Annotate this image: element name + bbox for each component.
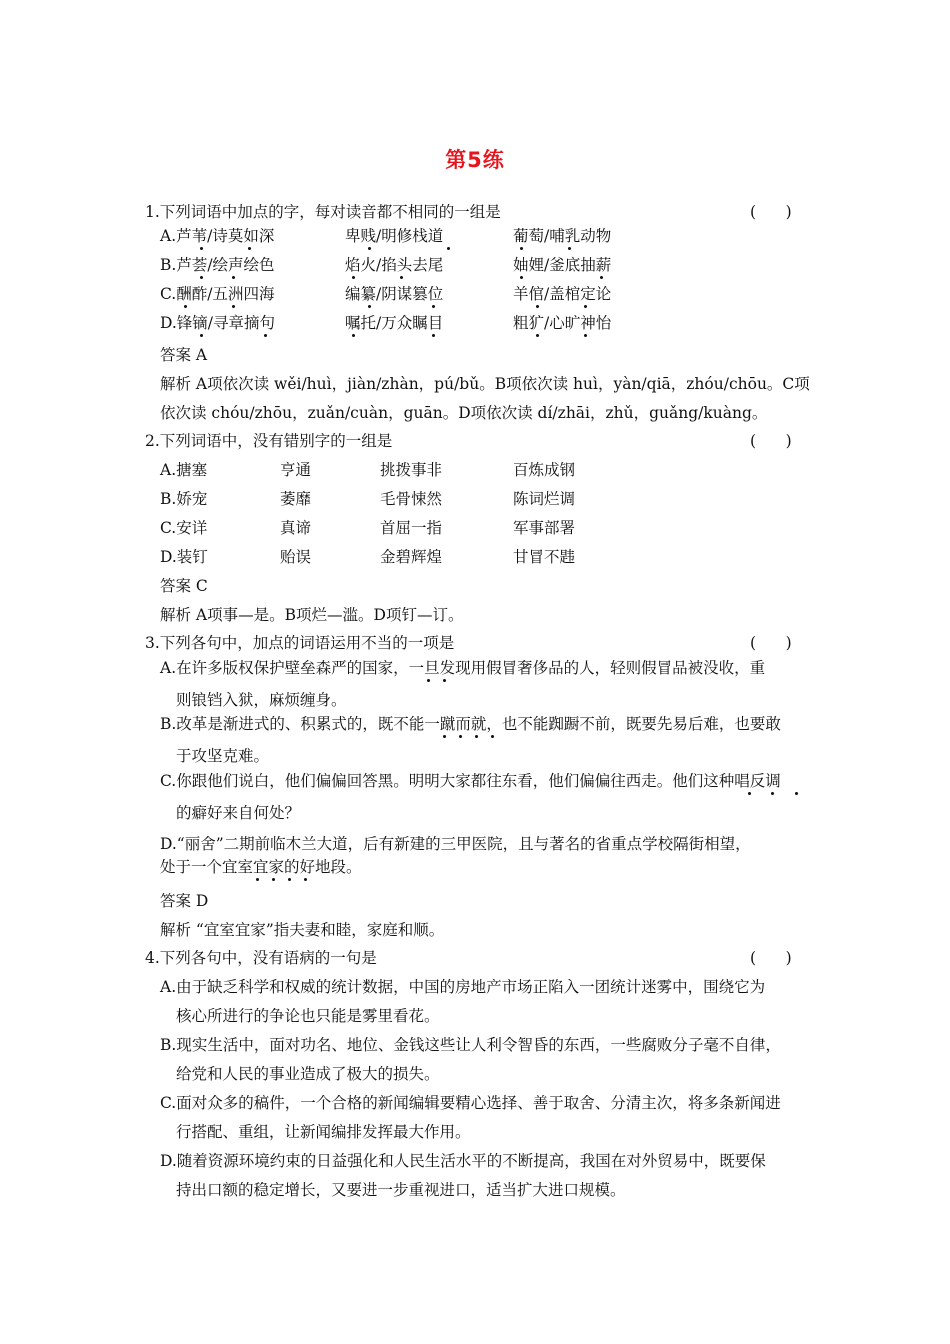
emphasis-dot: [584, 305, 587, 308]
emphasis-dot: [536, 334, 539, 337]
question-4-answer-bracket: ( ): [750, 949, 792, 967]
q2-option-b-word3: 毛骨悚然: [380, 490, 443, 508]
question-2-stem: 2.下列词语中，没有错别字的一组是: [145, 432, 393, 450]
emphasis-dot: [568, 247, 571, 250]
emphasis-dot: [200, 247, 203, 250]
emphasis-dot: [272, 878, 275, 881]
emphasis-dot: [368, 247, 371, 250]
emphasis-dot: [443, 735, 446, 738]
q2-option-b-word4: 陈词烂调: [513, 490, 576, 508]
question-1-answer: 答案 A: [160, 346, 208, 364]
emphasis-dot: [459, 735, 462, 738]
emphasis-dot: [200, 334, 203, 337]
q2-option-c-word2: 真谛: [280, 519, 312, 537]
q2-option-a-word3: 挑拨事非: [380, 461, 443, 479]
emphasis-dot: [795, 792, 798, 795]
q1-option-b-col1: B.芦荟/绘声绘色: [160, 256, 275, 274]
emphasis-dot: [232, 305, 235, 308]
q2-option-a-word1: A.搪塞: [160, 461, 208, 479]
emphasis-dot: [288, 878, 291, 881]
emphasis-dot: [264, 334, 267, 337]
q4-option-c-line-1: C.面对众多的稿件，一个合格的新闻编辑要精心选择、善于取舍、分清主次，将多条新闻进: [160, 1094, 781, 1112]
question-3-stem: 3.下列各句中，加点的词语运用不当的一项是: [145, 634, 455, 652]
q2-option-a-word2: 亨通: [280, 461, 312, 479]
question-3-answer: 答案 D: [160, 892, 209, 910]
q3-option-d-line-2: 处于一个宜室宜家的好地段。: [160, 858, 362, 876]
q1-option-c-col2: 编纂/阴谋篡位: [345, 285, 444, 303]
q1-option-d-col2: 嘱托/万众瞩目: [345, 314, 444, 332]
q1-option-a-col2: 卑贱/明修栈道: [345, 227, 444, 245]
q1-option-a-col3: 葡萄/哺乳动物: [513, 227, 612, 245]
q2-option-b-word2: 萎靡: [280, 490, 312, 508]
question-3-answer-bracket: ( ): [750, 634, 792, 652]
emphasis-dot: [536, 305, 539, 308]
q4-option-d-line-2: 持出口额的稳定增长，又要进一步重视进口，适当扩大进口规模。: [176, 1181, 626, 1199]
q3-option-b-line-1: B.改革是渐进式的、积累式的，既不能一蹴而就，也不能踟蹰不前，既要先易后难，也要敢: [160, 715, 781, 733]
q1-option-b-col2: 焰火/掐头去尾: [345, 256, 444, 274]
emphasis-dot: [520, 247, 523, 250]
question-1-stem: 1.下列词语中加点的字，每对读音都不相同的一组是: [145, 203, 501, 221]
question-2-analysis: 解析 A项事—是。B项烂—滥。D项钉—订。: [160, 606, 464, 624]
q4-option-d-line-1: D.随着资源环境约束的日益强化和人民生活水平的不断提高，我国在对外贸易中，既要保: [160, 1152, 766, 1170]
question-2-answer: 答案 C: [160, 577, 208, 595]
question-3-analysis: 解析 “宜室宜家”指夫妻和睦，家庭和顺。: [160, 921, 445, 939]
emphasis-dot: [400, 276, 403, 279]
q3-option-c-line-2: 的癖好来自何处？: [176, 804, 301, 822]
emphasis-dot: [491, 735, 494, 738]
question-2-answer-bracket: ( ): [750, 432, 792, 450]
question-4-stem: 4.下列各句中，没有语病的一句是: [145, 949, 377, 967]
emphasis-dot: [256, 878, 259, 881]
q1-option-c-col1: C.酬酢/五洲四海: [160, 285, 275, 303]
question-1-answer-bracket: ( ): [750, 203, 792, 221]
q1-option-b-col3: 妯娌/釜底抽薪: [513, 256, 612, 274]
emphasis-dot: [184, 305, 187, 308]
q1-option-d-col3: 粗犷/心旷神怡: [513, 314, 612, 332]
emphasis-dot: [432, 305, 435, 308]
question-1-analysis-line-2: 依次读 chóu/zhōu，zuǎn/cuàn，guān。D项依次读 dí/zhāi，zhǔ，guǎng/kuàng。: [160, 404, 768, 422]
emphasis-dot: [368, 305, 371, 308]
emphasis-dot: [232, 276, 235, 279]
q3-option-b-line-2: 于攻坚克难。: [176, 747, 270, 765]
question-1-analysis-line-1: 解析 A项依次读 wěi/huì，jiàn/zhàn，pú/bǔ。B项依次读 huì，yàn/qiā，zhóu/chōu。C项: [160, 375, 810, 393]
q2-option-d-word4: 甘冒不韪: [513, 548, 576, 566]
q2-option-c-word4: 军事部署: [513, 519, 576, 537]
emphasis-dot: [432, 334, 435, 337]
emphasis-dot: [304, 878, 307, 881]
q3-option-a-line-2: 则锒铛入狱，麻烦缠身。: [176, 691, 347, 709]
emphasis-dot: [248, 247, 251, 250]
emphasis-dot: [352, 276, 355, 279]
emphasis-dot: [200, 276, 203, 279]
q4-option-a-line-1: A.由于缺乏科学和权威的统计数据，中国的房地产市场正陷入一团统计迷雾中，围绕它为: [160, 978, 766, 996]
page-title: 第5练: [445, 148, 505, 172]
q2-option-a-word4: 百炼成钢: [513, 461, 576, 479]
emphasis-dot: [600, 276, 603, 279]
q2-option-c-word1: C.安详: [160, 519, 208, 537]
emphasis-dot: [447, 247, 450, 250]
q4-option-b-line-1: B.现实生活中，面对功名、地位、金钱这些让人利令智昏的东西，一些腐败分子毫不自律，: [160, 1036, 781, 1054]
q3-option-d-line-1: D.“丽舍”二期前临木兰大道，后有新建的三甲医院，且与著名的省重点学校隔街相望，: [160, 835, 751, 853]
emphasis-dot: [475, 735, 478, 738]
emphasis-dot: [584, 334, 587, 337]
emphasis-dot: [748, 792, 751, 795]
q2-option-c-word3: 首屈一指: [380, 519, 443, 537]
q3-option-c-line-1: C.你跟他们说白，他们偏偏回答黑。明明大家都往东看，他们偏偏往西走。他们这种唱反调: [160, 772, 781, 790]
q4-option-b-line-2: 给党和人民的事业造成了极大的损失。: [176, 1065, 440, 1083]
q3-option-a-line-1: A.在许多版权保护壁垒森严的国家，一旦发现用假冒奢侈品的人，轻则假冒品被没收，重: [160, 659, 766, 677]
q1-option-c-col3: 羊倌/盖棺定论: [513, 285, 612, 303]
emphasis-dot: [427, 679, 430, 682]
emphasis-dot: [520, 276, 523, 279]
emphasis-dot: [352, 334, 355, 337]
emphasis-dot: [443, 679, 446, 682]
q1-option-d-col1: D.锋镝/寻章摘句: [160, 314, 276, 332]
q2-option-d-word1: D.装钉: [160, 548, 208, 566]
q4-option-c-line-2: 行搭配、重组，让新闻编排发挥最大作用。: [176, 1123, 471, 1141]
q1-option-a-col1: A.芦苇/诗莫如深: [160, 227, 275, 245]
q2-option-d-word3: 金碧辉煌: [380, 548, 443, 566]
q2-option-d-word2: 贻误: [280, 548, 312, 566]
emphasis-dot: [771, 792, 774, 795]
q4-option-a-line-2: 核心所进行的争论也只能是雾里看花。: [176, 1007, 440, 1025]
q2-option-b-word1: B.娇宠: [160, 490, 208, 508]
